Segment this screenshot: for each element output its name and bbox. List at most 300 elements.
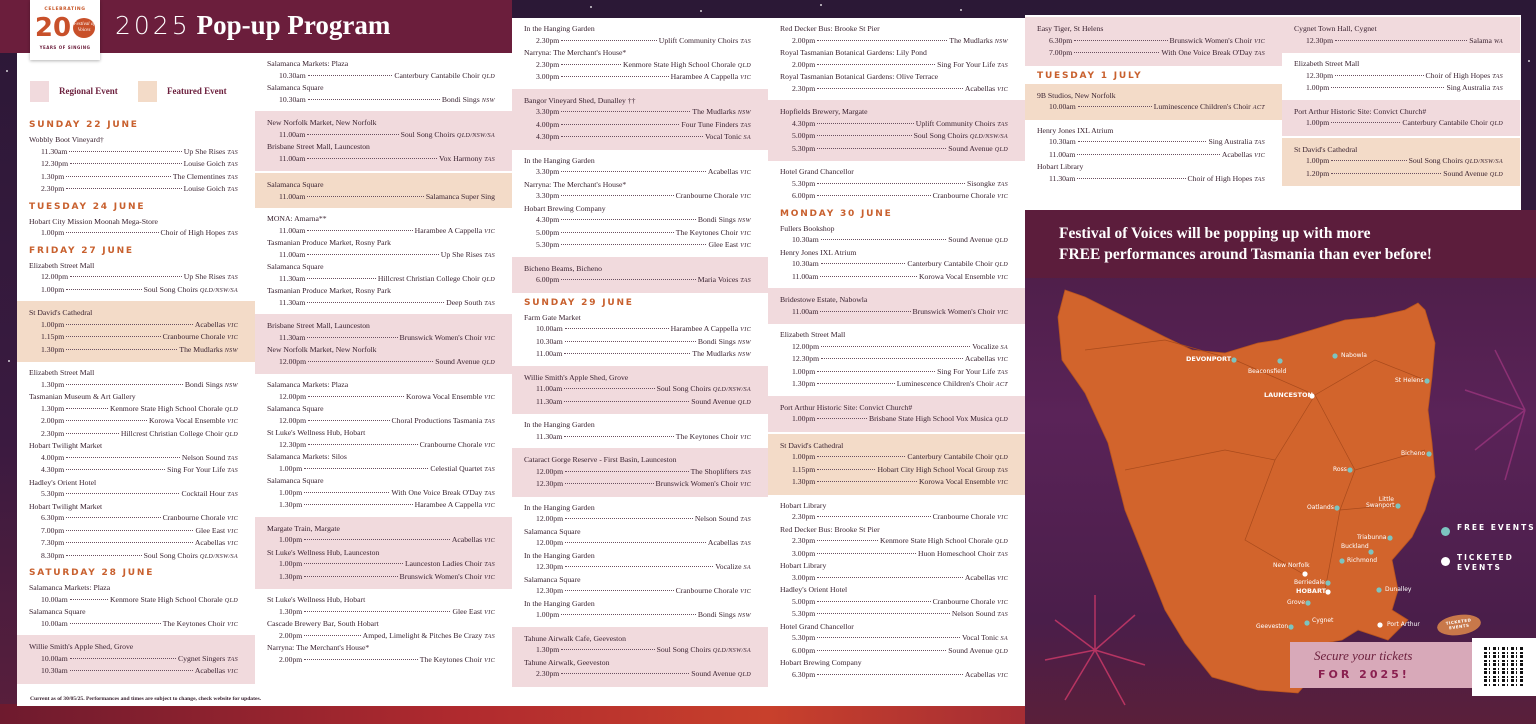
performance-time: 8.30pm [41,550,65,560]
performer-name: Cranbourne Chorale [932,596,996,606]
performance-time: 5.30pm [792,178,816,188]
venue-name: Hobart City Mission Moonah Mega-Store [29,216,158,226]
event-group [17,257,255,300]
performer-state: QLD [1489,170,1503,178]
regional-event-group [17,635,255,684]
performance-time: 12.30pm [536,586,564,595]
performer-state: VIC [740,433,751,441]
performance-time: 2.00pm [279,654,303,664]
performance-row [1282,168,1520,181]
performer-state: TAS [227,454,238,462]
dotted-leader [66,324,193,325]
performer-state: TAS [227,467,238,474]
performance-row [17,171,255,184]
performance-row [768,451,1025,464]
performer-state: QLD/NSW/SA [456,131,495,139]
performance-row [255,630,512,643]
dotted-leader [304,576,397,577]
logo-row [30,13,100,43]
performer-name: Up She Rises [440,249,483,259]
venue-name: Salamanca Square [524,526,581,536]
day-heading: FRIDAY 27 JUNE [29,245,134,256]
performer-name: Canterbury Cantabile Choir [394,70,480,80]
dotted-leader [821,346,970,347]
free-event-dot [1387,535,1392,540]
performance-time: 10.00am [1049,102,1076,111]
venue-name: Fullers Bookshop [780,223,835,233]
performance-row [255,332,512,345]
performer-state: TAS [227,148,238,156]
venue-name: Narryna: The Merchant's House* [267,643,370,652]
dotted-leader [561,219,696,220]
performance-time: 11.00am [536,349,563,358]
performance-row [768,669,1025,682]
performance-time: 11.30am [41,146,68,156]
dotted-leader [1077,154,1219,155]
featured-event-group [768,434,1025,495]
performance-row [512,561,768,574]
dotted-leader [304,659,418,660]
dotted-leader [1074,40,1167,41]
performer-state: TAS [1492,72,1503,80]
dotted-leader [66,188,181,189]
free-event-dot [1376,587,1381,592]
performance-row [255,571,512,584]
performance-time: 1.00pm [41,319,65,329]
free-event-dot [1325,580,1330,585]
performer-name: Sound Avenue [948,143,993,153]
performer-name: Soul Song Choirs [143,550,198,560]
performance-row [768,178,1025,191]
performance-time: 2.30pm [792,83,816,93]
performer-name: Bondi Sings [184,379,223,389]
performer-name: Bondi Sings [441,94,480,104]
performer-state: VIC [740,229,751,237]
performer-name: Up She Rises [183,272,226,281]
free-event-dot [1305,600,1310,605]
performance-time: 11.00am [536,384,563,393]
performer-name: Vocalize [972,341,999,351]
dotted-leader [70,623,161,624]
performance-row [768,353,1025,366]
performance-time: 1.00pm [41,284,65,294]
dotted-leader [817,418,867,419]
dotted-leader [561,673,689,674]
performance-row [17,183,255,196]
dotted-leader [307,230,412,231]
performer-name: Soul Song Choirs [143,284,198,294]
performance-row [768,341,1025,354]
performer-state: QLD [994,145,1008,153]
performer-state: VIC [997,273,1008,281]
map-place-label: Nabowla [1341,352,1367,359]
ticketed-event-dot [1302,571,1307,576]
performance-row [17,319,255,332]
ticketed-events-dot [1441,557,1450,566]
performance-time: 10.00am [536,324,563,333]
performance-time: 12.30pm [536,562,564,571]
performer-state: QLD/NSW/SA [712,647,751,654]
dotted-leader [820,276,917,277]
venue-name: Tasmanian Produce Market, Rosny Park [267,286,391,295]
performer-name: The Mudlarks [949,35,993,45]
dotted-leader [821,358,963,359]
event-group [512,499,768,625]
performer-name: Acabellas [964,572,996,582]
venue-name: Willie Smith's Apple Shed, Grove [524,372,629,382]
dotted-leader [565,328,669,329]
performance-time: 12.30pm [1306,35,1334,45]
dotted-leader [1335,40,1467,41]
performance-time: 11.00am [279,129,306,139]
performance-row [255,415,512,428]
dotted-leader [307,254,438,255]
dotted-leader [817,383,894,384]
qr-code[interactable] [1472,638,1536,696]
performer-name: Sound Avenue [691,396,736,406]
venue-name: Hadley's Orient Hotel [29,477,97,487]
dotted-leader [1078,106,1152,107]
star [590,6,592,8]
performance-row [17,665,255,678]
tasmania-map-panel [1025,210,1536,724]
performance-time: 2.00pm [41,416,65,425]
featured-event-group [1025,84,1282,120]
performance-row [512,214,768,227]
dotted-leader [821,239,947,240]
venue-name: Hadley's Orient Hotel [780,585,848,594]
performer-name: Acabellas [194,538,226,547]
performer-name: Sound Avenue [1443,168,1488,178]
regional-event-group [768,396,1025,432]
performance-row [512,478,768,491]
performer-state: VIC [484,502,495,509]
performance-row [17,403,255,416]
venue-name: Easy Tiger, St Helens [1037,24,1104,33]
free-event-dot [1424,378,1429,383]
performance-time: 11.00am [279,225,306,235]
performer-name: Salamanca Super Sing [425,191,495,201]
performer-name: Cranbourne Chorale [675,586,739,595]
star [960,9,962,11]
performance-time: 2.00pm [279,630,303,640]
performer-state: QLD/NSW/SA [199,286,238,294]
performance-time: 12.30pm [792,354,820,363]
dotted-leader [66,232,158,233]
performer-name: Acabellas [964,669,996,679]
performer-state: VIC [484,573,495,581]
dotted-leader [1331,87,1444,88]
map-place-label: Grove [1287,599,1305,606]
performance-row [255,273,512,286]
performance-row [255,129,512,142]
performer-state: VIC [740,242,751,249]
performer-state: QLD [994,237,1008,244]
performance-row [512,585,768,598]
performance-row [512,166,768,179]
performer-state: VIC [740,74,751,81]
performance-time: 3.30pm [536,167,560,176]
dotted-leader [308,444,417,445]
logo-brand: Festival of Voices [73,18,95,38]
dotted-leader [820,311,910,312]
venue-name: 9B Studios, New Norfolk [1037,90,1116,100]
performer-name: The Keytones Choir [419,654,483,664]
dotted-leader [66,517,160,518]
performance-row [17,331,255,344]
venue-name: Bridestowe Estate, Nabowla [780,295,868,304]
performer-state: VIC [1254,151,1265,159]
performance-time: 11.00am [279,249,306,259]
performance-time: 4.30pm [41,465,65,474]
day-heading: SUNDAY 29 JUNE [524,297,634,308]
performance-row [1025,136,1282,149]
venue-name: St David's Cathedral [29,308,93,317]
performer-state: TAS [740,468,751,476]
footnote: Current as of 30/05/25. Performances and times are subject to change, check website for updates. [30,696,262,702]
performance-row [1282,35,1520,48]
performance-time: 1.30pm [279,500,303,509]
map-place-label: Dunalley [1385,586,1412,593]
performer-name: Canterbury Cantabile Choir [1402,118,1488,127]
performer-state: TAS [1254,175,1265,183]
performance-row [17,653,255,666]
venue-name: Narryna: The Merchant's House* [524,48,627,57]
free-event-dot [1231,357,1236,362]
dotted-leader [1077,178,1185,179]
ticketed-events-badge: TICKETED EVENTS [1436,612,1482,638]
performance-time: 6.30pm [792,669,816,679]
dotted-leader [561,64,621,65]
dotted-leader [308,420,389,421]
performance-row [17,415,255,428]
performance-time: 4.00pm [536,119,560,129]
performance-row [1282,70,1520,83]
dotted-leader [817,650,946,651]
logo-celebrating: CELEBRATING [44,7,86,12]
dotted-leader [561,40,657,41]
performance-time: 11.30am [279,273,306,283]
performance-row [17,344,255,357]
performer-name: Sing For Your Life [167,465,226,474]
venue-name: Salamanca Square [267,83,324,92]
performer-name: The Clementines [172,171,226,181]
performance-time: 6.00pm [536,275,560,284]
dotted-leader [561,111,690,112]
performer-state: NSW [224,381,238,389]
performer-state: QLD [994,416,1008,423]
performer-state: ACT [1252,104,1265,111]
performer-state: VIC [997,193,1008,200]
venue-name: Hobart Twilight Market [29,441,103,450]
performer-state: TAS [227,655,238,663]
performer-state: NSW [994,37,1008,45]
performance-row [255,94,512,107]
performance-time: 5.30pm [41,489,65,498]
performance-row [512,609,768,622]
performer-state: QLD [481,358,495,366]
dotted-leader [817,577,963,578]
performer-name: Glee East [452,606,483,616]
performance-time: 6.00pm [792,645,816,655]
performance-time: 10.30am [279,70,306,80]
performance-time: 3.00pm [792,572,816,582]
performer-name: Acabellas [964,83,996,93]
performance-row [512,106,768,119]
performer-state: VIC [740,193,751,200]
performer-state: QLD/NSW/SA [199,552,238,560]
dotted-leader [817,601,930,602]
ticketed-event-dot [1325,589,1330,594]
performer-name: Bondi Sings [697,336,736,346]
performer-state: SA [1000,343,1008,351]
dotted-leader [817,481,917,482]
performance-time: 1.00pm [536,610,560,619]
map-place-label: LAUNCESTON [1264,391,1313,399]
performance-time: 1.30pm [536,645,560,654]
performance-row [768,535,1025,548]
venue-name: St David's Cathedral [1294,144,1358,154]
performer-name: Cranbourne Chorale [162,513,226,522]
performer-name: The Mudlarks [692,107,736,116]
performance-row [512,227,768,240]
performance-row [1025,47,1282,60]
dotted-leader [70,599,108,600]
performer-name: Sound Avenue [435,356,480,366]
event-group [512,152,768,255]
performance-row [768,645,1025,658]
performance-row [768,378,1025,391]
dotted-leader [817,371,935,372]
performer-name: Cygnet Singers [178,653,226,663]
performance-time: 5.30pm [792,633,816,642]
event-group [768,20,1025,98]
dotted-leader [66,384,183,385]
dotted-leader [561,195,673,196]
performer-name: Celestial Quartet [430,463,483,473]
regional-event-group [512,448,768,497]
performance-row [512,668,768,681]
free-event-dot [1334,505,1339,510]
dotted-leader [561,279,695,280]
performance-row [768,83,1025,96]
performer-name: Bondi Sings [697,215,736,224]
performer-name: Up She Rises [183,146,226,156]
performance-row [255,534,512,547]
performance-time: 4.30pm [792,118,816,128]
program-column-1 [17,117,255,686]
venue-name: In the Hanging Garden [524,598,595,608]
performer-state: VIC [227,527,238,535]
performance-row [1282,117,1520,130]
featured-event-group [17,301,255,362]
performance-row [768,271,1025,284]
regional-event-group [1282,100,1520,136]
performer-name: Deep South [446,297,483,307]
venue-name: Hobart Brewing Company [780,658,862,667]
performance-row [512,537,768,550]
regional-event-group [512,627,768,687]
performer-state: VIC [227,334,238,341]
performance-row [255,654,512,667]
venue-name: Bangor Vineyard Shed, Dunalley †† [524,95,636,105]
event-group [1282,55,1520,98]
performer-state: TAS [227,274,238,281]
title-year: 2025 [115,11,191,40]
performer-name: Maria Voices [697,275,739,284]
venue-name: Elizabeth Street Mall [29,260,95,270]
performance-time: 1.30pm [41,171,65,181]
performer-name: Sing Australia [1446,83,1491,92]
map-place-label: St Helens [1395,377,1424,384]
dotted-leader [817,64,935,65]
performer-state: TAS [227,173,238,181]
performer-name: Sing For Your Life [937,59,996,69]
performer-name: Cranbourne Chorale [162,332,226,341]
performer-name: The Mudlarks [179,344,223,354]
page-title [115,10,390,41]
performance-row [768,548,1025,561]
dotted-leader [307,196,423,197]
performance-time: 1.30pm [792,379,816,388]
performance-row [768,306,1025,319]
program-column-3 [512,20,768,689]
dotted-leader [307,302,444,303]
firework-left [1045,595,1145,705]
performer-state: TAS [997,611,1008,618]
performance-time: 3.00pm [536,72,560,81]
performance-row [255,439,512,452]
dotted-leader [561,136,703,137]
performer-name: With One Voice Break O'Day [1161,48,1253,57]
performer-name: Brunswick Women's Choir [1169,35,1253,45]
performance-time: 1.15pm [41,332,65,341]
title-text: Pop-up Program [196,10,391,40]
logo-number: 20 [34,13,72,43]
performance-row [512,431,768,444]
dotted-leader [1331,160,1406,161]
venue-name: Salamanca Markets: Plaza [29,583,111,592]
performer-state: TAS [484,417,495,425]
performer-name: Bondi Sings [697,610,736,619]
day-heading: MONDAY 30 JUNE [780,208,893,219]
performer-name: Sing Australia [1208,137,1253,146]
dotted-leader [304,611,450,612]
performance-row [255,249,512,262]
performance-time: 1.30pm [792,477,816,486]
performer-name: Four Tune Finders [681,119,739,129]
dotted-leader [564,436,673,437]
performer-state: TAS [484,299,495,307]
performance-time: 11.30am [536,431,563,441]
performer-state: WA [1493,37,1503,45]
performance-row [512,239,768,252]
performance-time: 1.30pm [279,606,303,616]
performance-time: 2.30pm [536,669,560,678]
performer-name: Choral Productions Tasmania [391,415,483,425]
venue-name: Salamanca Square [267,262,324,271]
performance-time: 1.30pm [41,344,65,354]
performer-state: TAS [227,161,238,168]
dotted-leader [561,232,674,233]
venue-name: St Luke's Wellness Hub, Hobart [267,428,366,437]
venue-name: Salamanca Markets: Plaza [267,59,349,68]
performer-name: Harambee A Cappella [670,72,739,81]
performer-state: TAS [997,550,1008,558]
venue-name: In the Hanging Garden [524,550,595,560]
secure-tickets-banner[interactable] [1290,642,1472,688]
dotted-leader [66,289,141,290]
